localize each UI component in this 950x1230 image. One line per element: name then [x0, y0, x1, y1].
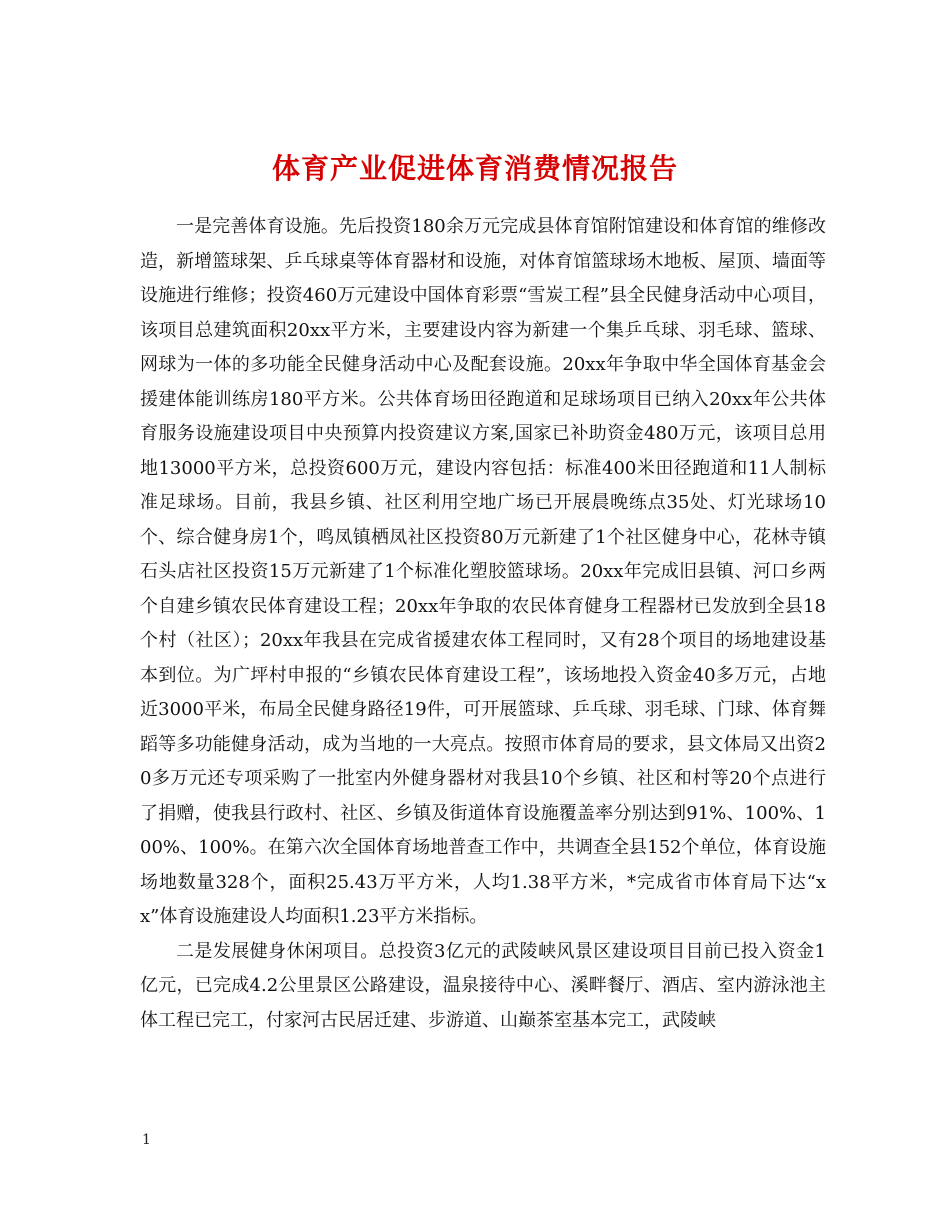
- page-number: 1: [142, 1132, 151, 1148]
- paragraph-2: 二是发展健身休闲项目。总投资3亿元的武陵峡风景区建设项目目前已投入资金1亿元，已完成4.2公里景区公路建设，温泉接待中心、溪畔餐厅、酒店、室内游泳池主体工程已完工，付家河古民居迁建、步游道、山巅茶室基本完工，武陵峡: [140, 940, 826, 1031]
- paragraph-1: 一是完善体育设施。先后投资180余万元完成县体育馆附馆建设和体育馆的维修改造，新增篮球架、乒乓球桌等体育器材和设施，对体育馆篮球场木地板、屋顶、墙面等设施进行维修；投资460万元建设中国体育彩票“雪炭工程”县全民健身活动中心项目，该项目总建筑面积20xx平方米，主要建设内容为新建一个集乒乓球、羽毛球、篮球、网球为一体的多功能全民健身活动中心及配套设施。20xx年争取中华全国体育基金会援建体能训练房180平方米。公共体育场田径跑道和足球场项目已纳入20xx年公共体育服务设施建设项目中央预算内投资建议方案,国家已补助资金480万元，该项目总用地13000平方米，总投资600万元，建设内容包括：标准400米田径跑道和11人制标准足球场。目前，我县乡镇、社区利用空地广场已开展晨晚练点35处、灯光球场10个、综合健身房1个，鸣凤镇栖凤社区投资80万元新建了1个社区健身中心，花林寺镇石头店社区投资15万元新建了1个标准化塑胶篮球场。20xx年完成旧县镇、河口乡两个自建乡镇农民体育建设工程；20xx年争取的农民体育健身工程器材已发放到全县18个村（社区）；20xx年我县在完成省援建农体工程同时，又有28个项目的场地建设基本到位。为广坪村申报的“乡镇农民体育建设工程”，该场地投入资金40多万元，占地近3000平米，布局全民健身路径19件，可开展篮球、乒乓球、羽毛球、门球、体育舞蹈等多功能健身活动，成为当地的一大亮点。按照市体育局的要求，县文体局又出资20多万元还专项采购了一批室内外健身器材对我县10个乡镇、社区和村等20个点进行了捐赠，使我县行政村、社区、乡镇及街道体育设施覆盖率分别达到91%、100%、100%、100%。在第六次全国体育场地普查工作中，共调查全县152个单位，体育设施场地数量328个，面积25.43万平方米，人均1.38平方米，*完成省市体育局下达“xx”体育设施建设人均面积1.23平方米指标。: [140, 216, 826, 927]
- document-body: [140, 210, 826, 1038]
- document-title: 体育产业促进体育消费情况报告: [271, 151, 678, 185]
